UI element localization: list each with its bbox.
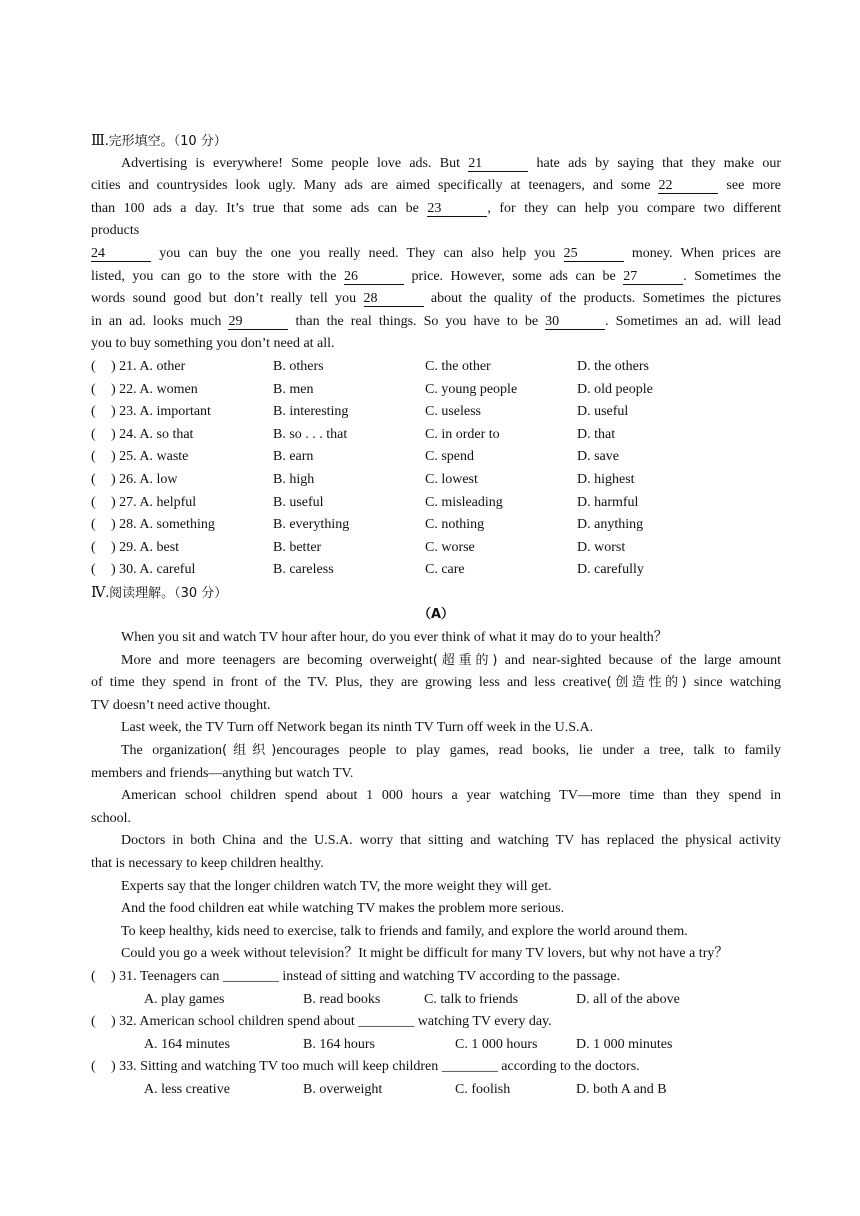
passage-line-5 — [91, 243, 781, 266]
reading-text: of time they spend in front of the TV. Plus, they are growing less and less creative — [91, 675, 607, 691]
question-32-options — [91, 1034, 781, 1057]
reading-p8: And the food children eat while watching TV makes the problem more serious. — [121, 901, 565, 917]
option-d: D. carefully — [577, 562, 644, 578]
option-a: A. less creative — [144, 1081, 230, 1097]
option-a: ) 21. A. other — [111, 358, 186, 374]
passage-line-4 — [91, 220, 781, 243]
option-b: B. high — [273, 471, 315, 487]
exam-page — [91, 130, 781, 1102]
passage-line-2 — [91, 175, 781, 198]
passage-line-9 — [91, 333, 781, 356]
reading-p6-line1: Doctors in both China and the U.S.A. worry that sitting and watching TV has replaced the physical activity — [121, 833, 781, 849]
answer-paren: ( — [91, 968, 96, 984]
question-22 — [91, 379, 781, 402]
question-26 — [91, 469, 781, 492]
option-c: C. nothing — [425, 517, 485, 533]
passage-text: than 100 ads a day. It’s true that some ads can be — [91, 200, 419, 216]
reading-p5-line2: school. — [91, 810, 132, 826]
option-b: B. useful — [273, 494, 324, 510]
option-b: B. others — [273, 358, 324, 374]
section3-roman: Ⅲ. — [91, 133, 109, 149]
reading-p9: To keep healthy, kids need to exercise, talk to friends and family, and explore the world around them. — [121, 923, 688, 939]
section4-roman: Ⅳ. — [91, 584, 110, 601]
passage-text: you can buy the one you really need. They can also help you — [159, 245, 556, 261]
reading-p2-line2 — [91, 672, 781, 695]
reading-p4-line1 — [91, 740, 781, 763]
passage-text: than the real things. So you have to be — [295, 313, 539, 329]
answer-paren: ( — [91, 539, 96, 555]
option-b: B. interesting — [273, 404, 349, 420]
passage-text: words sound good but don’t really tell you — [91, 291, 357, 307]
option-c: C. foolish — [455, 1081, 511, 1097]
passage-text: money. When prices are — [631, 245, 781, 261]
option-a: ) 29. A. best — [111, 539, 180, 555]
question-28 — [91, 514, 781, 537]
option-c: C. lowest — [425, 471, 478, 487]
option-a: ) 27. A. helpful — [111, 494, 197, 510]
reading-p6-line2: that is necessary to keep children healthy. — [91, 856, 324, 871]
option-c: C. 1 000 hours — [455, 1036, 538, 1052]
option-a: ) 23. A. important — [111, 404, 211, 420]
answer-paren: ( — [91, 449, 96, 465]
passage-line-3 — [91, 198, 781, 221]
answer-paren: ( — [91, 562, 96, 578]
option-d: D. worst — [577, 539, 626, 555]
answer-paren: ( — [91, 517, 96, 533]
passage-text: about the quality of the products. Sometimes the pictures — [430, 291, 781, 307]
question-31 — [91, 966, 781, 989]
part-a-label: （A） — [417, 607, 455, 623]
option-a: ) 26. A. low — [111, 471, 178, 487]
answer-paren: ( — [91, 1014, 96, 1030]
option-d: D. save — [577, 449, 619, 465]
option-a: ) 28. A. something — [111, 517, 215, 533]
reading-p2-line1 — [91, 650, 781, 673]
gloss-creative: (创造性的) — [606, 675, 687, 691]
question-25 — [91, 446, 781, 469]
option-d: D. useful — [577, 404, 629, 420]
option-b: B. earn — [273, 449, 314, 465]
passage-text: cities and countrysides look ugly. Many ads are aimed specifically at teenagers, and some — [91, 178, 651, 194]
question-27 — [91, 492, 781, 515]
question-29 — [91, 537, 781, 560]
reading-p1: When you sit and watch TV hour after hour, do you ever think of what it may do to your health？ — [121, 630, 668, 646]
passage-line-7 — [91, 288, 781, 311]
reading-p7: Experts say that the longer children watch TV, the more weight they will get. — [121, 878, 552, 894]
answer-paren: ( — [91, 494, 96, 510]
reading-text: The organization — [121, 743, 223, 759]
answer-paren: ( — [91, 1059, 96, 1075]
reading-text: and near-sighted because of the large amount — [504, 652, 781, 668]
reading-p3: Last week, the TV Turn off Network began its ninth TV Turn off week in the U.S.A. — [121, 720, 594, 736]
question-stem: ) 32. American school children spend about ________ watching TV every day. — [111, 1014, 552, 1030]
passage-text: price. However, some ads can be — [411, 268, 616, 284]
option-b: B. so . . . that — [273, 426, 348, 442]
cloze-question-list — [91, 356, 781, 582]
option-d: D. highest — [577, 471, 635, 487]
option-c: C. talk to friends — [424, 991, 519, 1007]
option-b: B. better — [273, 539, 322, 555]
passage-text: . Sometimes the — [683, 268, 781, 284]
option-c: C. care — [425, 562, 465, 578]
passage-text: listed, you can go to the store with the — [91, 268, 337, 284]
passage-text: see more — [726, 178, 781, 194]
blank-26: 26 — [344, 269, 404, 285]
section3-heading — [91, 130, 781, 153]
answer-paren: ( — [91, 426, 96, 442]
blank-25: 25 — [564, 246, 624, 262]
option-a: A. play games — [144, 991, 225, 1007]
passage-text: Advertising is everywhere! Some people love ads. But — [121, 155, 460, 171]
reading-p4-line2: members and friends—anything but watch TV. — [91, 765, 354, 781]
answer-paren: ( — [91, 381, 96, 397]
option-d: D. the others — [577, 358, 649, 374]
option-d: D. anything — [577, 517, 644, 533]
blank-23: 23 — [427, 201, 487, 217]
option-d: D. 1 000 minutes — [576, 1036, 673, 1052]
option-a: ) 22. A. women — [111, 381, 198, 397]
question-stem: ) 33. Sitting and watching TV too much will keep children ________ according to the doctors. — [111, 1059, 640, 1075]
passage-line-8 — [91, 311, 781, 334]
question-31-options — [91, 989, 781, 1012]
option-c: C. worse — [425, 539, 475, 555]
option-a: A. 164 minutes — [144, 1036, 230, 1052]
question-24 — [91, 424, 781, 447]
option-c: C. misleading — [425, 494, 503, 510]
option-d: D. that — [577, 426, 616, 442]
option-d: D. all of the above — [576, 991, 680, 1007]
gloss-overweight: (超重的) — [432, 652, 498, 668]
option-c: C. young people — [425, 381, 518, 397]
passage-text: hate ads by saying that they make our — [536, 155, 781, 171]
reading-p5-line1: American school children spend about 1 000 hours a year watching TV—more time than they spend in — [121, 788, 781, 804]
blank-21: 21 — [468, 156, 528, 172]
option-b: B. everything — [273, 517, 350, 533]
question-stem: ) 31. Teenagers can ________ instead of sitting and watching TV according to the passage. — [111, 968, 621, 984]
option-a: ) 30. A. careful — [111, 562, 196, 578]
option-b: B. careless — [273, 562, 334, 578]
question-32 — [91, 1011, 781, 1034]
option-d: D. both A and B — [576, 1081, 667, 1097]
passage-text: . Sometimes an ad. will lead — [605, 313, 781, 329]
blank-24: 24 — [91, 246, 151, 262]
blank-28: 28 — [364, 291, 424, 307]
section3-title: 完形填空。（10 分） — [108, 134, 227, 149]
answer-paren: ( — [91, 404, 96, 420]
option-c: C. spend — [425, 449, 474, 465]
option-d: D. old people — [577, 381, 653, 397]
option-b: B. 164 hours — [303, 1036, 375, 1052]
question-33-options — [91, 1079, 781, 1102]
reading-p10: Could you go a week without television？It might be difficult for many TV lovers, but why not have a try？ — [121, 946, 729, 962]
reading-text: encourages people to play games, read books, lie under a tree, talk to family — [276, 743, 781, 759]
question-33 — [91, 1056, 781, 1079]
answer-paren: ( — [91, 358, 96, 374]
option-c: C. the other — [425, 358, 491, 374]
question-23 — [91, 401, 781, 424]
option-b: B. men — [273, 381, 314, 397]
option-b: B. read books — [303, 991, 381, 1007]
section4-heading — [91, 582, 781, 605]
option-b: B. overweight — [303, 1081, 383, 1097]
blank-29: 29 — [228, 314, 288, 330]
reading-text: since watching — [693, 675, 781, 691]
question-30 — [91, 559, 781, 582]
reading-p2-line3: TV doesn’t need active thought. — [91, 697, 271, 713]
passage-line-1 — [91, 153, 781, 176]
passage-text: in an ad. looks much — [91, 313, 222, 329]
passage-text: , for they can help you compare two different — [487, 200, 781, 216]
passage-line-6 — [91, 266, 781, 289]
answer-paren: ( — [91, 471, 96, 487]
question-21 — [91, 356, 781, 379]
option-a: ) 24. A. so that — [111, 426, 194, 442]
blank-30: 30 — [545, 314, 605, 330]
blank-27: 27 — [623, 269, 683, 285]
option-a: ) 25. A. waste — [111, 449, 189, 465]
passage-text: you to buy something you don’t need at all. — [91, 336, 335, 352]
option-d: D. harmful — [577, 494, 639, 510]
blank-22: 22 — [658, 178, 718, 194]
gloss-organization: (组织) — [222, 743, 277, 759]
option-c: C. useless — [425, 404, 481, 420]
reading-text: More and more teenagers are becoming overweight — [121, 652, 433, 668]
section4-title: 阅读理解。（30 分） — [109, 585, 228, 601]
passage-text: products — [91, 223, 140, 239]
option-c: C. in order to — [425, 426, 500, 442]
